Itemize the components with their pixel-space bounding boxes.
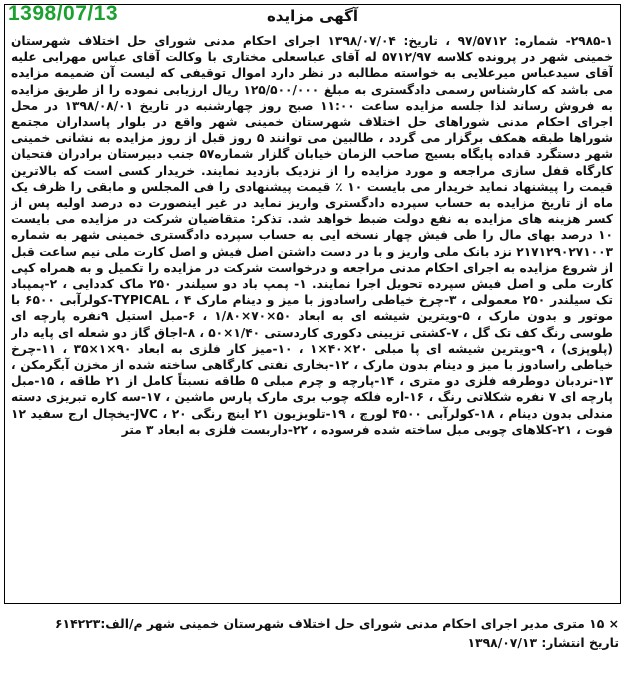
notice-body-text: ۲۹۸۵-۱- شماره: ۹۷/۵۷۱۲ ، تاریخ: ۱۳۹۸/۰۷/۰۴ اجرای احکام مدنی شورای حل اختلاف شهرستان خمینی شهر در پرونده کلاسه ۵۷۱۲/۹۷ له آقای عباسعلی مختاری با وکالت آقای عباس مهرابی علیه آقای سیدعباس میرعلایی به خواسته مطالبه در نظر دارد اموال توقیفی که لیست آن ضمیمه مزایده می باشد که کارشناس رسمی دادگستری به مبلغ ۱۲۵/۵۰۰/۰۰۰ ریال ارزیابی نموده را از طریق مزایده به فروش رساند لذا جلسه مزایده ساعت ۱۱:۰۰ صبح روز چهارشنبه در تاریخ ۱۳۹۸/۰۸/۰۱ در محل اجرای احکام مدنی شوراهای حل اختلاف شهرستان خمینی شهر واقع در بلوار پاسداران مجتمع شوراها طبقه همکف برگزار می گردد ، طالبین می توانند ۵ روز قبل از روز مزایده به نشانی خمینی شهر دستگرد قداده پایگاه بسیج صاحب الزمان خیابان گلزار شماره۵۷ جنب دبیرستان برادران فتحیان کارگاه قفل سازی مراجعه و مورد مزایده را از نزدیک بازدید نمایند. خریدار کسی است که بالاترین قیمت را پیشنهاد نماید خریدار می بایست ۱۰ ٪ قیمت پیشنهادی را فی المجلس و مابقی را ظرف یک ماه از تاریخ مزایده به حساب سپرده دادگستری واریز نماید در غیر اینصورت ده درصد اولیه پس از کسر هزینه های مزایده به نفع دولت ضبط خواهد شد. تذکر: متقاضیان شرکت در مزایده می بایست ۱۰ درصد بهای مال را طی فیش چهار نسخه ایی به حساب سپرده دادگستری خمینی شهر به شماره ۲۱۷۱۲۹۰۲۷۱۰۰۳ نزد بانک ملی واریز و با در دست داشتن اصل فیش و اصل کارت ملی نیم ساعت قبل از شروع مزایده به اجرای احکام مدنی مراجعه و درخواست شرکت در مزایده را تکمیل و به همراه کپی کارت ملی و اصل فیش سپرده تحویل اجرا نمایند. ۱- پمپ باد دو سیلندر ۲۵۰ ماک کددایی ، ۲-پمپباد تک سیلندر ۲۵۰ معمولی ، ۳-چرخ خیاطی راسادوز با میز و دینام مارک TYPICAL ، ۴-کولرآبی ۶۵۰۰ با موتور و بدون مارک ، ۵-ویترین شیشه ای به ابعاد ۵۰×۷۰×۱/۸۰ ، ۶-مبل استیل ۹نفره پارچه ای طوسی رنگ کف تک گل ، ۷-کشتی تزیینی دکوری کاردستی ۱/۴۰×۵۰ ، ۸-اجاق گاز دو شعله ای پایه دار (پلوپزی) ، ۹-ویترین شیشه ای پا مبلی ۲۰×۴۰×۱ ، ۱۰-میز کار فلزی به ابعاد ۹۰×۱×۳۵ ، ۱۱-چرخ خیاطی راسادوز با میز و دینام بدون مارک ، ۱۲-بخاری نفتی کارگاهی ساخته شده از مخزن آبگرمکن ، ۱۳-نردبان دوطرفه فلزی دو متری ، ۱۴-پارچه و چرم مبلی ۵ طاقه نسبتاً کامل از ۲۱ طاقه ، ۱۵-مبل پارچه ای ۷ نفره شکلاتی رنگ ، ۱۶-اره فلکه چوب بری مارک پارس ماشین ، ۱۷-سه کاره تبریزی دسته مندلی بدون دینام ، ۱۸-کولرآبی ۴۵۰۰ لورچ ، ۱۹-تلویزیون ۲۱ اینچ رنگی JVC ، ۲۰-یخچال ارج سفید ۱۲ فوت ، ۲۱-کلاهای چوبی مبل ساخته شده فرسوده ، ۲۲-داربست فلزی به ابعاد ۳ متر <box>11 34 613 437</box>
notice-box <box>4 4 621 604</box>
date-stamp: 1398/07/13 <box>8 2 119 25</box>
notice-title: آگهی مزایده <box>266 7 359 25</box>
notice-footer <box>4 614 619 652</box>
publication-date: تاریخ انتشار: ۱۳۹۸/۰۷/۱۳ <box>467 635 619 650</box>
footer-signature-line: × ۱۵ متری مدیر اجرای احکام مدنی شورای حل اختلاف شهرستان خمینی شهر م/الف:۶۱۴۲۲۳ <box>54 616 619 631</box>
